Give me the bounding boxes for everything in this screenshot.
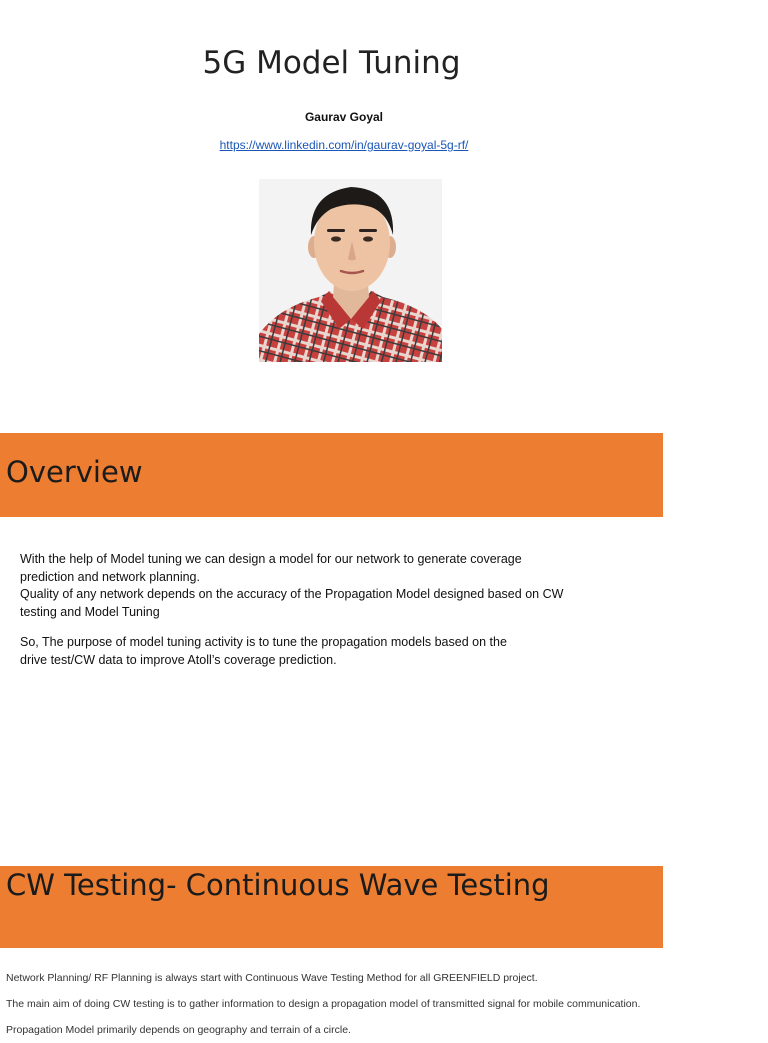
linkedin-profile-link[interactable]: https://www.linkedin.com/in/gaurav-goyal-5g-rf/ [219, 138, 469, 152]
overview-section-header [0, 433, 663, 517]
paragraph-gap [20, 621, 620, 634]
overview-line: prediction and network planning. [20, 569, 200, 584]
presentation-title: 5G Model Tuning [202, 45, 461, 81]
purpose-line: So, The purpose of model tuning activity is to tune the propagation models based on the [20, 635, 507, 649]
author-name: Gaurav Goyal [304, 110, 384, 124]
overview-body [20, 551, 620, 669]
cw-paragraph: Propagation Model primarily depends on geography and terrain of a circle. [6, 1024, 351, 1036]
overview-line: testing and Model Tuning [20, 604, 160, 619]
overview-heading: Overview [6, 455, 143, 489]
author-photo [259, 179, 442, 362]
cw-testing-body [6, 965, 706, 1043]
overview-line: With the help of Model tuning we can design a model for our network to generate coverage [20, 552, 522, 566]
overview-line: Quality of any network depends on the accuracy of the Propagation Model designed based on CW [20, 587, 564, 601]
cw-paragraph: Network Planning/ RF Planning is always start with Continuous Wave Testing Method for all GREENFIELD project. [6, 972, 538, 984]
cw-testing-heading: CW Testing- Continuous Wave Testing [6, 868, 550, 902]
purpose-line: drive test/CW data to improve Atoll’s coverage prediction. [20, 652, 337, 667]
cw-paragraph: The main aim of doing CW testing is to gather information to design a propagation model of transmitted signal for mobile communication. [6, 998, 641, 1010]
cw-testing-section-header [0, 866, 663, 948]
